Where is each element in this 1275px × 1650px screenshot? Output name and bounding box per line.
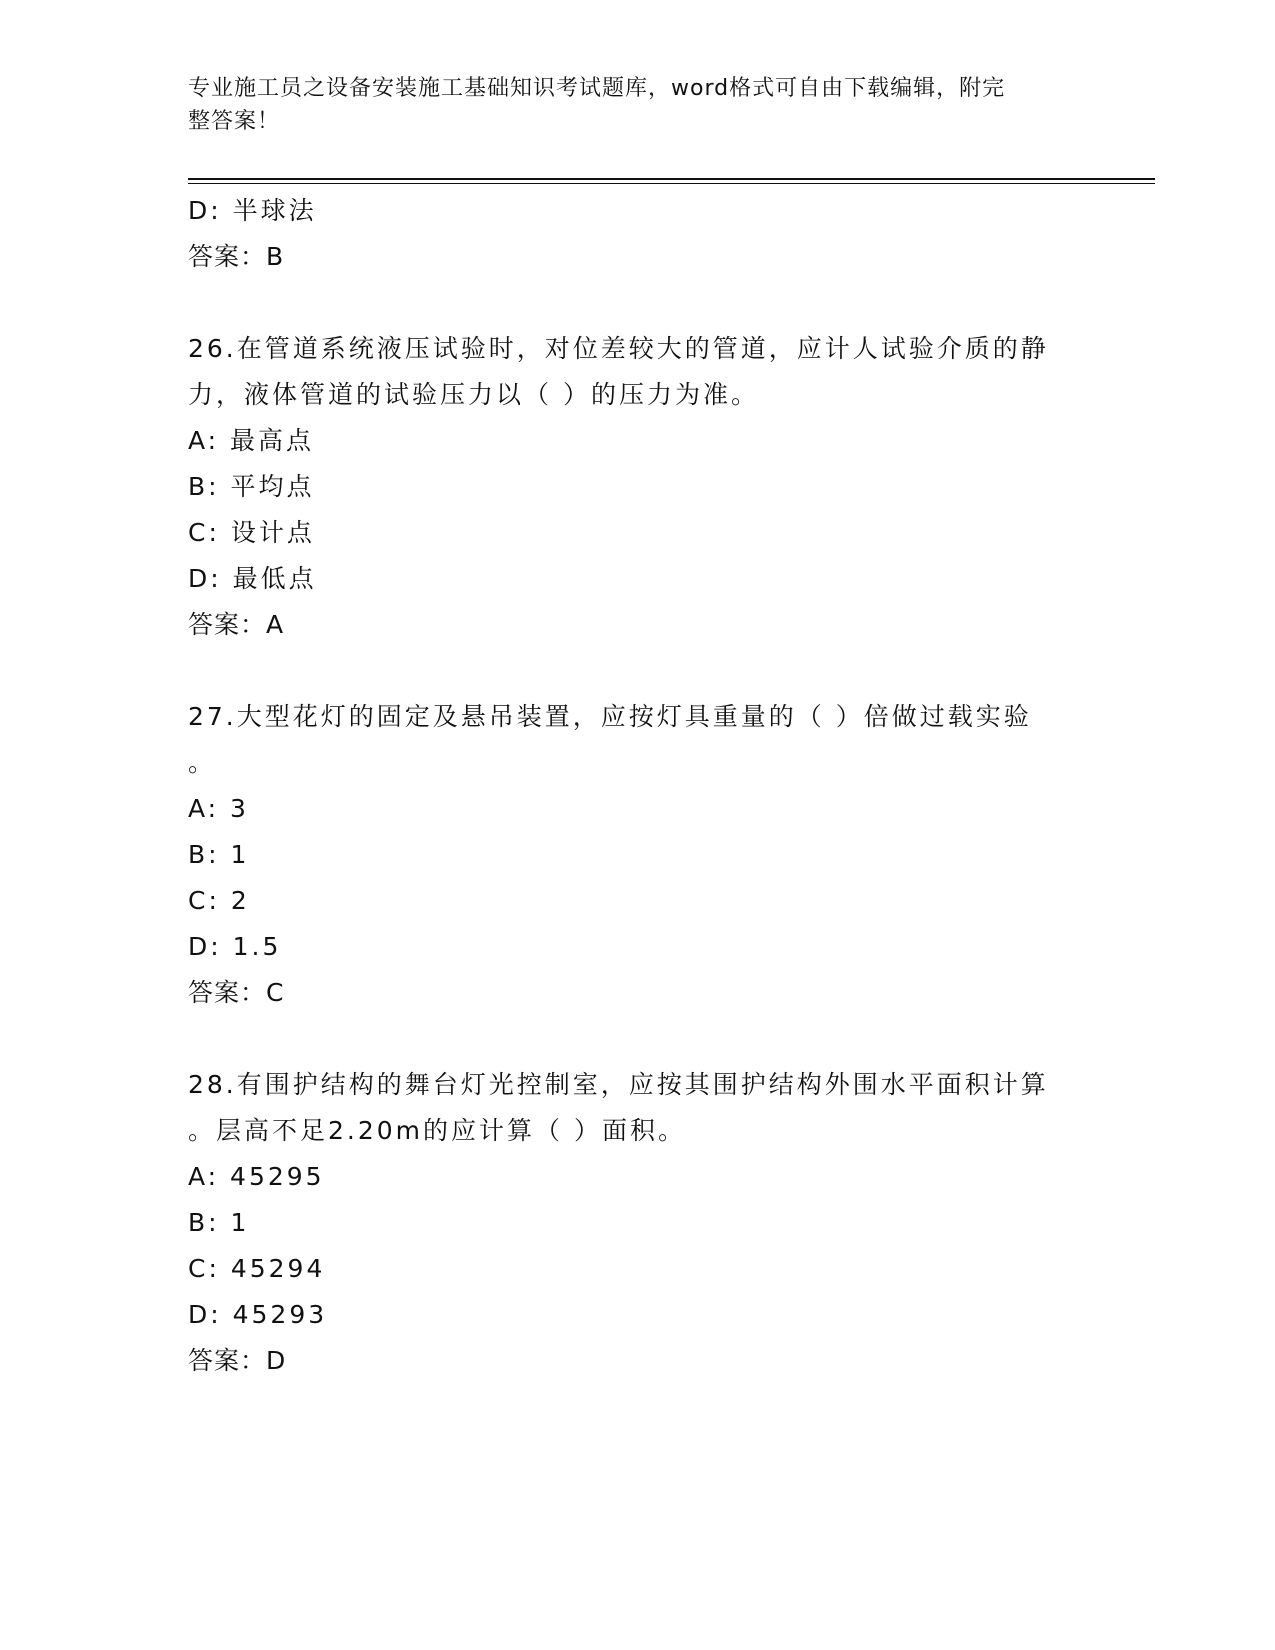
header-line-2: 整答案！: [188, 109, 281, 134]
option-a: A: 3: [188, 794, 249, 823]
question-28: [188, 1062, 1088, 1384]
option-c: C: 2: [188, 886, 250, 915]
option-d: D: 45293: [188, 1300, 328, 1329]
header-line-1: 专业施工员之设备安装施工基础知识考试题库，word格式可自由下载编辑，附完: [188, 76, 1006, 101]
question-27: [188, 694, 1088, 1016]
question-text-line-2: 力，液体管道的试验压力以（ ）的压力为准。: [188, 380, 759, 409]
option-c: C: 设计点: [188, 518, 315, 547]
option-b: B: 1: [188, 1208, 250, 1237]
question-text-line-1: 28.有围护结构的舞台灯光控制室，应按其围护结构外围水平面积计算: [188, 1070, 1049, 1099]
header-rule-thick: [188, 178, 1155, 180]
option-d: D: 最低点: [188, 564, 317, 593]
question-text-line-2: 。: [188, 748, 217, 777]
answer: 答案：A: [188, 610, 285, 639]
page-header: [188, 72, 1068, 138]
option-a: A: 45295: [188, 1162, 325, 1191]
option-b: B: 1: [188, 840, 250, 869]
header-rule-thin: [188, 183, 1155, 184]
option-a: A: 最高点: [188, 426, 315, 455]
question-text-line-1: 26.在管道系统液压试验时，对位差较大的管道，应计人试验介质的静: [188, 334, 1049, 363]
option-c: C: 45294: [188, 1254, 326, 1283]
answer: 答案：D: [188, 1346, 287, 1375]
question-26: [188, 326, 1088, 648]
document-body: [188, 188, 1088, 1384]
previous-question-tail: [188, 188, 1088, 280]
option-b: B: 平均点: [188, 472, 315, 501]
option-d: D: 1.5: [188, 932, 282, 961]
option-d: D: 半球法: [188, 196, 317, 225]
answer: 答案：B: [188, 242, 285, 271]
question-text-line-2: 。层高不足2.20m的应计算（ ）面积。: [188, 1116, 686, 1145]
question-text-line-1: 27.大型花灯的固定及悬吊装置，应按灯具重量的（ ）倍做过载实验: [188, 702, 1032, 731]
answer: 答案：C: [188, 978, 285, 1007]
